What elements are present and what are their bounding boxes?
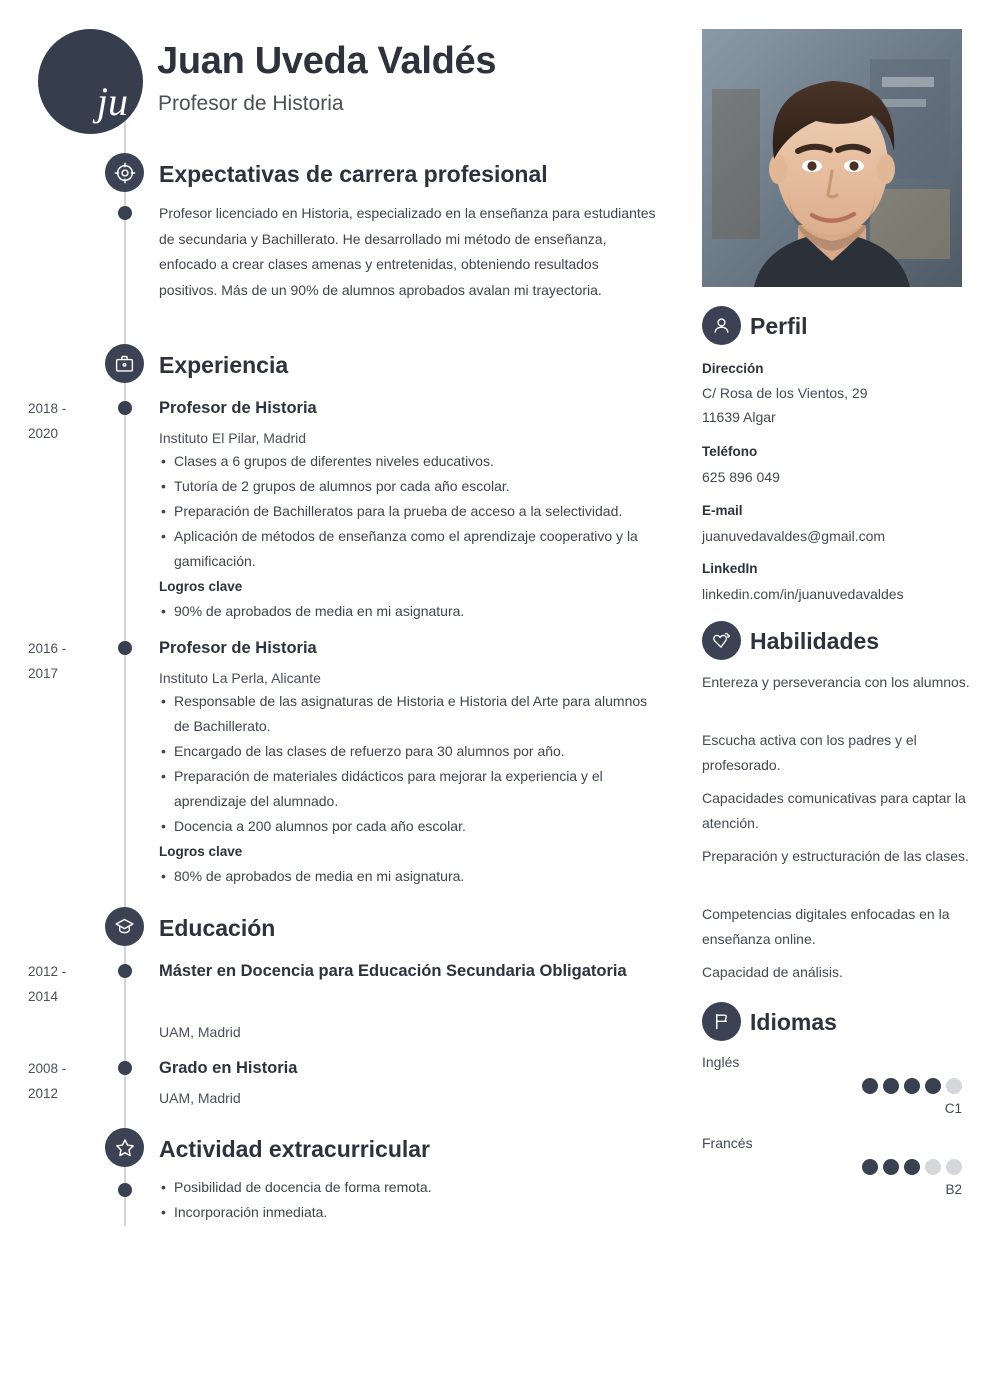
list-item: • 90% de aprobados de media en mi asignatura. xyxy=(159,599,659,624)
skill-item: Preparación y estructuración de las clases. xyxy=(702,848,969,864)
list-item: • Encargado de las clases de refuerzo para 30 alumnos por año. xyxy=(159,739,659,764)
achievements-label-1: Logros clave xyxy=(159,844,243,859)
profile-label-linkedin: LinkedIn xyxy=(702,561,758,576)
rating-dot xyxy=(925,1159,941,1175)
rating-dot xyxy=(946,1159,962,1175)
rating-dot xyxy=(946,1078,962,1094)
experience-subtitle-1: Instituto La Perla, Alicante xyxy=(159,670,321,686)
job-title: Profesor de Historia xyxy=(158,92,344,115)
section-title-skills: Habilidades xyxy=(750,628,880,654)
achievements-label-0: Logros clave xyxy=(159,579,243,594)
language-level-frances: B2 xyxy=(945,1182,962,1197)
heart-spark-icon xyxy=(702,621,741,660)
list-item: • Clases a 6 grupos de diferentes niveles educativos. xyxy=(159,449,659,474)
list-item: • Responsable de las asignaturas de Historia e Historia del Arte para alumnos de Bachillerato. xyxy=(159,689,659,739)
profile-label-email: E-mail xyxy=(702,503,743,518)
skill-item: Entereza y perseverancia con los alumnos. xyxy=(702,674,970,690)
profile-label-direccion: Dirección xyxy=(702,361,764,376)
experience-dates-1: 2016 - 2017 xyxy=(28,641,67,681)
rating-dot xyxy=(883,1159,899,1175)
profile-value-linkedin[interactable]: linkedin.com/in/juanuvedavaldes xyxy=(702,586,904,602)
briefcase-icon xyxy=(105,344,144,383)
education-dates-1: 2008 - 2012 xyxy=(28,1061,67,1101)
experience-bullets-1 xyxy=(159,689,659,839)
monogram-initials: ju xyxy=(96,79,128,124)
language-name-frances: Francés xyxy=(702,1135,753,1151)
profile-value-direccion-line1: C/ Rosa de los Vientos, 29 xyxy=(702,385,868,401)
section-title-profile: Perfil xyxy=(750,313,808,339)
rating-dot xyxy=(904,1078,920,1094)
profile-value-telefono[interactable]: 625 896 049 xyxy=(702,469,780,485)
profile-label-telefono: Teléfono xyxy=(702,444,758,459)
avatar-monogram xyxy=(38,29,143,134)
experience-title-1: Profesor de Historia xyxy=(159,639,317,657)
graduation-cap-icon xyxy=(105,907,144,946)
section-title-languages: Idiomas xyxy=(750,1009,837,1035)
rating-dot xyxy=(883,1078,899,1094)
skill-item: Capacidades comunicativas para captar la atención. xyxy=(702,790,966,831)
section-title-experience: Experiencia xyxy=(159,352,289,378)
education-subtitle-1: UAM, Madrid xyxy=(159,1090,241,1106)
experience-subtitle-0: Instituto El Pilar, Madrid xyxy=(159,430,307,446)
flag-icon xyxy=(702,1002,741,1041)
language-rating-frances xyxy=(862,1159,962,1175)
extracurricular-bullets xyxy=(159,1175,659,1225)
timeline-dot xyxy=(118,206,132,220)
profile-photo xyxy=(702,29,962,287)
star-icon xyxy=(105,1128,144,1167)
header xyxy=(0,0,690,150)
list-item: • Posibilidad de docencia de forma remota. xyxy=(159,1175,659,1200)
timeline-dot xyxy=(118,401,132,415)
experience-achievements-0 xyxy=(159,599,659,624)
experience-title-0: Profesor de Historia xyxy=(159,399,317,417)
list-item: • Incorporación inmediata. xyxy=(159,1200,659,1225)
language-level-ingles: C1 xyxy=(944,1101,962,1116)
career-summary-text: Profesor licenciado en Historia, especializado en la enseñanza para estudiantes de secundaria y Bachillerato. He desarrollado mi método de enseñanza, enfocado a crear clases amenas y entretenidas, obteniendo resultados positivos. Más de un 90% de alumnos aprobados avalan mi trayectoria. xyxy=(159,205,656,298)
timeline-dot xyxy=(118,964,132,978)
list-item: • Aplicación de métodos de enseñanza como el aprendizaje cooperativo y la gamificación. xyxy=(159,524,659,574)
skill-item: Competencias digitales enfocadas en la enseñanza online. xyxy=(702,906,950,947)
language-name-ingles: Inglés xyxy=(702,1054,740,1070)
list-item: • Tutoría de 2 grupos de alumnos por cada año escolar. xyxy=(159,474,659,499)
education-dates-0: 2012 - 2014 xyxy=(28,964,67,1004)
experience-dates-0: 2018 - 2020 xyxy=(28,401,67,441)
timeline-dot xyxy=(118,641,132,655)
experience-bullets-0 xyxy=(159,449,659,574)
rating-dot xyxy=(904,1159,920,1175)
skill-item: Escucha activa con los padres y el profesorado. xyxy=(702,732,917,773)
skill-item: Capacidad de análisis. xyxy=(702,964,843,980)
profile-value-direccion-line2: 11639 Algar xyxy=(702,409,776,425)
education-title-1: Grado en Historia xyxy=(159,1059,298,1077)
education-subtitle-0: UAM, Madrid xyxy=(159,1024,241,1040)
person-icon xyxy=(702,306,741,345)
list-item: • Docencia a 200 alumnos por cada año escolar. xyxy=(159,814,659,839)
section-title-career: Expectativas de carrera profesional xyxy=(159,161,548,187)
list-item: • 80% de aprobados de media en mi asignatura. xyxy=(159,864,659,889)
timeline-dot xyxy=(118,1183,132,1197)
target-icon xyxy=(105,153,144,192)
education-title-0: Máster en Docencia para Educación Secundaria Obligatoria xyxy=(159,962,627,980)
rating-dot xyxy=(925,1078,941,1094)
list-item: • Preparación de materiales didácticos para mejorar la experiencia y el aprendizaje del alumnado. xyxy=(159,764,659,814)
timeline-rail xyxy=(124,118,126,1226)
experience-achievements-1 xyxy=(159,864,659,889)
profile-value-email[interactable]: juanuvedavaldes@gmail.com xyxy=(702,528,886,544)
page-title: Juan Uveda Valdés xyxy=(157,40,497,82)
section-title-extracurricular: Actividad extracurricular xyxy=(159,1136,431,1162)
language-rating-ingles xyxy=(862,1078,962,1094)
section-title-education: Educación xyxy=(159,915,276,941)
timeline-dot xyxy=(118,1061,132,1075)
rating-dot xyxy=(862,1159,878,1175)
list-item: • Preparación de Bachilleratos para la prueba de acceso a la selectividad. xyxy=(159,499,659,524)
rating-dot xyxy=(862,1078,878,1094)
